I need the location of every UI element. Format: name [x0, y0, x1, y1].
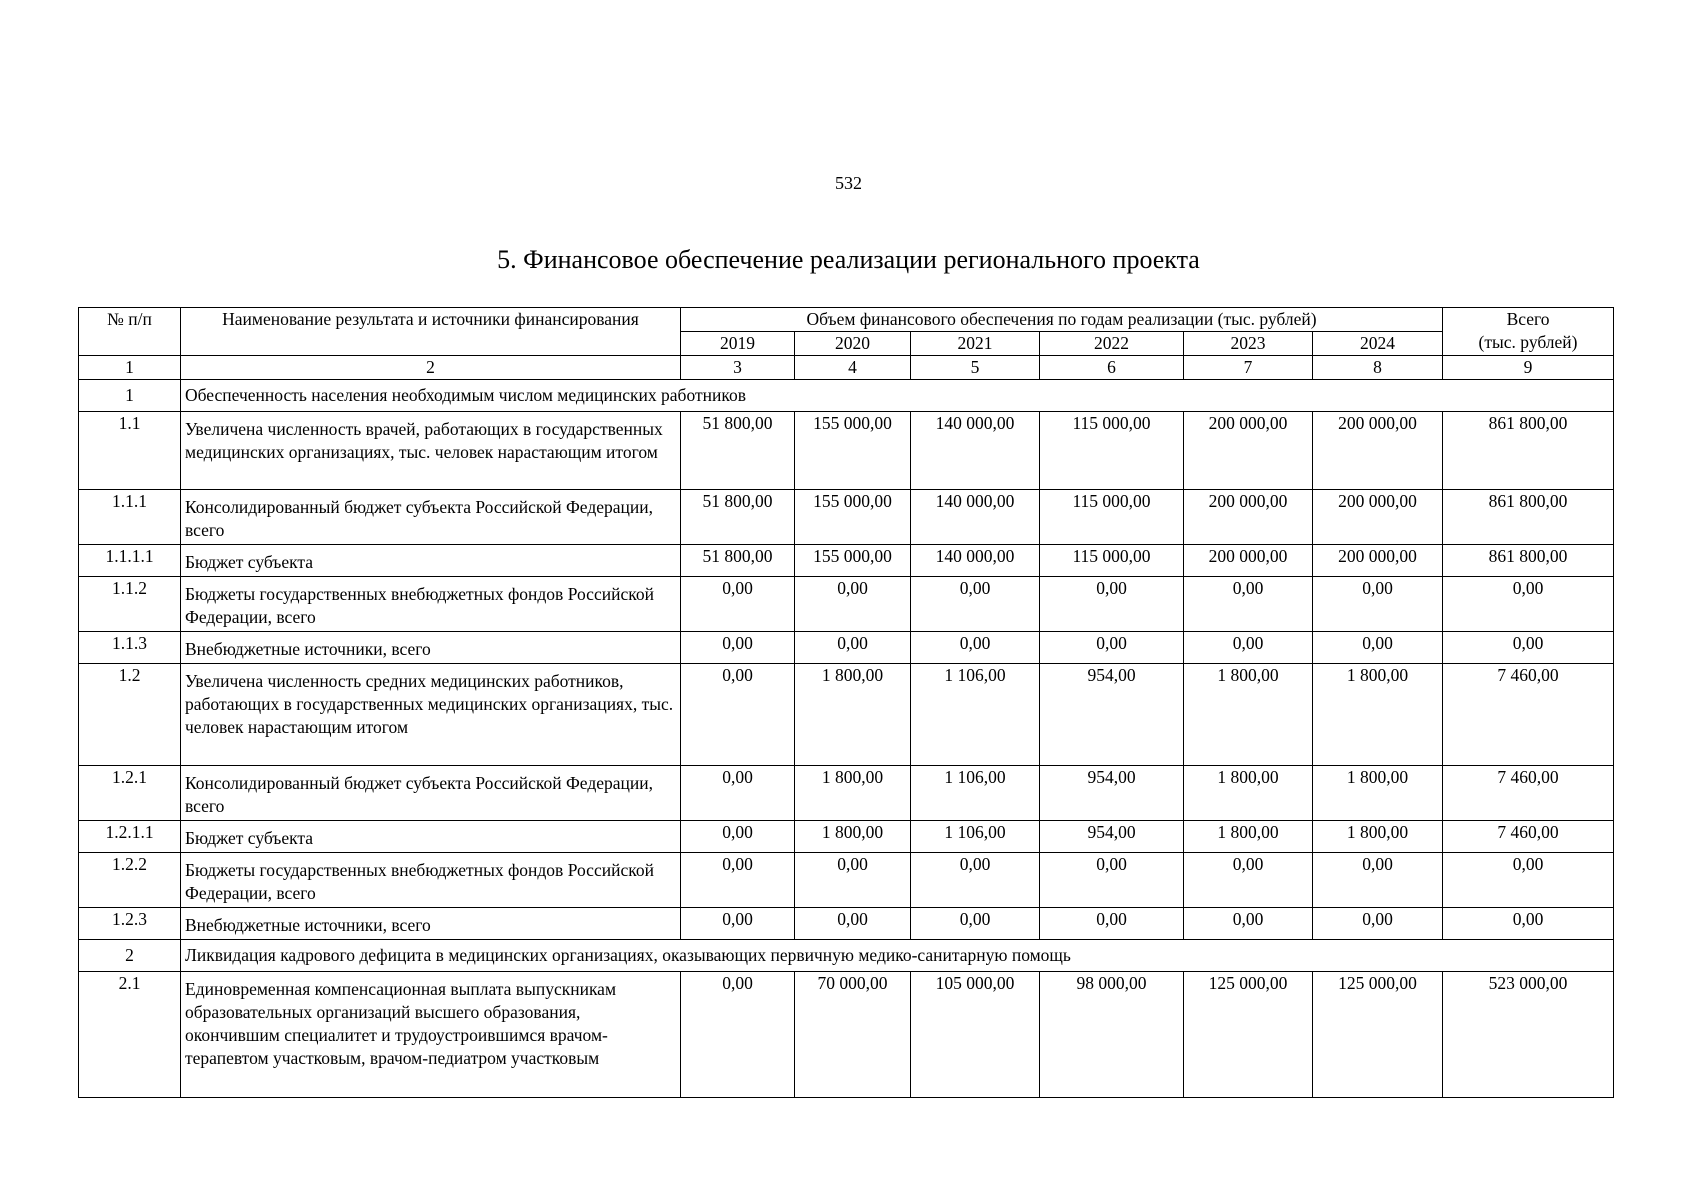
header-year: 2021: [911, 332, 1040, 356]
row-value: 0,00: [1040, 632, 1184, 664]
row-number: 1.2.1: [79, 766, 181, 821]
row-value: 0,00: [1313, 577, 1443, 632]
row-value: 0,00: [795, 908, 911, 940]
document-title: 5. Финансовое обеспечение реализации регионального проекта: [497, 245, 1200, 274]
row-value: 200 000,00: [1184, 412, 1313, 490]
row-name: Консолидированный бюджет субъекта Российской Федерации, всего: [181, 490, 681, 545]
table-row: [79, 766, 1614, 821]
row-value: 1 106,00: [911, 664, 1040, 766]
row-number: 1: [79, 380, 181, 412]
row-value: 0,00: [795, 577, 911, 632]
row-name: Увеличена численность средних медицинских работников, работающих в государственных медицинских организациях, тыс. человек нарастающим итогом: [181, 664, 681, 766]
header-total-line2: (тыс. рублей): [1478, 332, 1578, 352]
row-number: 1.2: [79, 664, 181, 766]
row-value: 155 000,00: [795, 545, 911, 577]
section-title: Обеспеченность населения необходимым числом медицинских работников: [181, 380, 1614, 412]
header-name: Наименование результата и источники финансирования: [181, 308, 681, 356]
column-index: 3: [681, 356, 795, 380]
row-value: 200 000,00: [1313, 412, 1443, 490]
row-value: 0,00: [911, 577, 1040, 632]
row-total: 523 000,00: [1443, 972, 1614, 1098]
table-row: [79, 490, 1614, 545]
table-body: [79, 308, 1614, 1098]
row-value: 70 000,00: [795, 972, 911, 1098]
header-total: [1443, 308, 1614, 356]
row-value: 98 000,00: [1040, 972, 1184, 1098]
row-total: 0,00: [1443, 908, 1614, 940]
column-index: 2: [181, 356, 681, 380]
header-total-line1: Всего: [1506, 309, 1550, 329]
table-row: [79, 908, 1614, 940]
row-value: 0,00: [681, 577, 795, 632]
table-row: [79, 412, 1614, 490]
row-value: 1 800,00: [1313, 766, 1443, 821]
row-value: 125 000,00: [1313, 972, 1443, 1098]
table-row: [79, 545, 1614, 577]
row-number: 1.1.3: [79, 632, 181, 664]
row-number: 1.1: [79, 412, 181, 490]
row-value: 1 800,00: [1313, 664, 1443, 766]
header-row-1: [79, 308, 1614, 332]
row-value: 115 000,00: [1040, 545, 1184, 577]
row-name: Бюджет субъекта: [181, 821, 681, 853]
row-value: 1 106,00: [911, 766, 1040, 821]
row-value: 125 000,00: [1184, 972, 1313, 1098]
row-value: 954,00: [1040, 766, 1184, 821]
row-value: 140 000,00: [911, 545, 1040, 577]
row-total: 7 460,00: [1443, 821, 1614, 853]
row-value: 0,00: [681, 908, 795, 940]
row-number: 1.2.3: [79, 908, 181, 940]
row-value: 155 000,00: [795, 412, 911, 490]
column-index: 7: [1184, 356, 1313, 380]
row-name: Бюджет субъекта: [181, 545, 681, 577]
row-value: 0,00: [1313, 908, 1443, 940]
row-value: 115 000,00: [1040, 490, 1184, 545]
row-name: Единовременная компенсационная выплата выпускникам образовательных организаций высшего образования, окончившим специалитет и трудоустроившимся врачом-терапевтом участковым, врачом-педиатром участковым: [181, 972, 681, 1098]
row-total: 7 460,00: [1443, 664, 1614, 766]
column-index: 8: [1313, 356, 1443, 380]
row-value: 0,00: [911, 853, 1040, 908]
row-value: 1 800,00: [795, 821, 911, 853]
row-name: Увеличена численность врачей, работающих в государственных медицинских организациях, тыс. человек нарастающим итогом: [181, 412, 681, 490]
row-total: 0,00: [1443, 577, 1614, 632]
table-row: [79, 853, 1614, 908]
header-year: 2023: [1184, 332, 1313, 356]
row-name: Консолидированный бюджет субъекта Российской Федерации, всего: [181, 766, 681, 821]
row-value: 0,00: [1184, 577, 1313, 632]
row-number: 2.1: [79, 972, 181, 1098]
row-value: 1 800,00: [1184, 664, 1313, 766]
row-name: Бюджеты государственных внебюджетных фондов Российской Федерации, всего: [181, 853, 681, 908]
row-total: 0,00: [1443, 632, 1614, 664]
row-value: 0,00: [1040, 853, 1184, 908]
header-year: 2020: [795, 332, 911, 356]
row-value: 51 800,00: [681, 490, 795, 545]
row-name: Внебюджетные источники, всего: [181, 632, 681, 664]
row-value: 0,00: [1184, 853, 1313, 908]
row-name: Бюджеты государственных внебюджетных фондов Российской Федерации, всего: [181, 577, 681, 632]
row-value: 0,00: [1040, 908, 1184, 940]
row-total: 861 800,00: [1443, 545, 1614, 577]
row-number: 1.2.1.1: [79, 821, 181, 853]
section-row: [79, 380, 1614, 412]
row-value: 51 800,00: [681, 412, 795, 490]
row-name: Внебюджетные источники, всего: [181, 908, 681, 940]
row-value: 200 000,00: [1313, 545, 1443, 577]
row-value: 954,00: [1040, 664, 1184, 766]
column-index: 9: [1443, 356, 1614, 380]
row-value: 1 800,00: [795, 766, 911, 821]
row-value: 1 800,00: [1184, 821, 1313, 853]
row-value: 200 000,00: [1313, 490, 1443, 545]
table-row: [79, 972, 1614, 1098]
row-value: 0,00: [795, 632, 911, 664]
row-number: 1.1.2: [79, 577, 181, 632]
row-value: 0,00: [1313, 853, 1443, 908]
row-value: 0,00: [1040, 577, 1184, 632]
row-value: 155 000,00: [795, 490, 911, 545]
row-number: 1.1.1: [79, 490, 181, 545]
row-number: 1.2.2: [79, 853, 181, 908]
column-index: 6: [1040, 356, 1184, 380]
row-value: 140 000,00: [911, 490, 1040, 545]
row-value: 1 800,00: [795, 664, 911, 766]
row-value: 105 000,00: [911, 972, 1040, 1098]
row-number: 1.1.1.1: [79, 545, 181, 577]
table-row: [79, 632, 1614, 664]
column-index: 5: [911, 356, 1040, 380]
row-total: 7 460,00: [1443, 766, 1614, 821]
row-value: 140 000,00: [911, 412, 1040, 490]
row-value: 0,00: [681, 766, 795, 821]
row-value: 1 800,00: [1184, 766, 1313, 821]
row-value: 0,00: [795, 853, 911, 908]
header-year: 2019: [681, 332, 795, 356]
header-year: 2024: [1313, 332, 1443, 356]
column-index: 4: [795, 356, 911, 380]
header-volume: Объем финансового обеспечения по годам реализации (тыс. рублей): [681, 308, 1443, 332]
row-value: 0,00: [1184, 632, 1313, 664]
row-value: 0,00: [681, 821, 795, 853]
column-index-row: [79, 356, 1614, 380]
header-year: 2022: [1040, 332, 1184, 356]
row-value: 0,00: [911, 632, 1040, 664]
row-number: 2: [79, 940, 181, 972]
row-value: 954,00: [1040, 821, 1184, 853]
section-title: Ликвидация кадрового дефицита в медицинских организациях, оказывающих первичную медико-санитарную помощь: [181, 940, 1614, 972]
row-value: 51 800,00: [681, 545, 795, 577]
table-row: [79, 821, 1614, 853]
row-value: 0,00: [911, 908, 1040, 940]
row-value: 0,00: [681, 664, 795, 766]
row-value: 0,00: [681, 853, 795, 908]
table-row: [79, 664, 1614, 766]
row-total: 861 800,00: [1443, 412, 1614, 490]
row-value: 115 000,00: [1040, 412, 1184, 490]
row-total: 0,00: [1443, 853, 1614, 908]
header-num: № п/п: [79, 308, 181, 356]
row-total: 861 800,00: [1443, 490, 1614, 545]
page-number: 532: [835, 173, 862, 193]
row-value: 200 000,00: [1184, 545, 1313, 577]
row-value: 1 106,00: [911, 821, 1040, 853]
row-value: 200 000,00: [1184, 490, 1313, 545]
financing-table: [78, 307, 1614, 1098]
row-value: 0,00: [681, 972, 795, 1098]
row-value: 0,00: [1184, 908, 1313, 940]
table-row: [79, 577, 1614, 632]
section-row: [79, 940, 1614, 972]
column-index: 1: [79, 356, 181, 380]
row-value: 0,00: [1313, 632, 1443, 664]
row-value: 1 800,00: [1313, 821, 1443, 853]
row-value: 0,00: [681, 632, 795, 664]
